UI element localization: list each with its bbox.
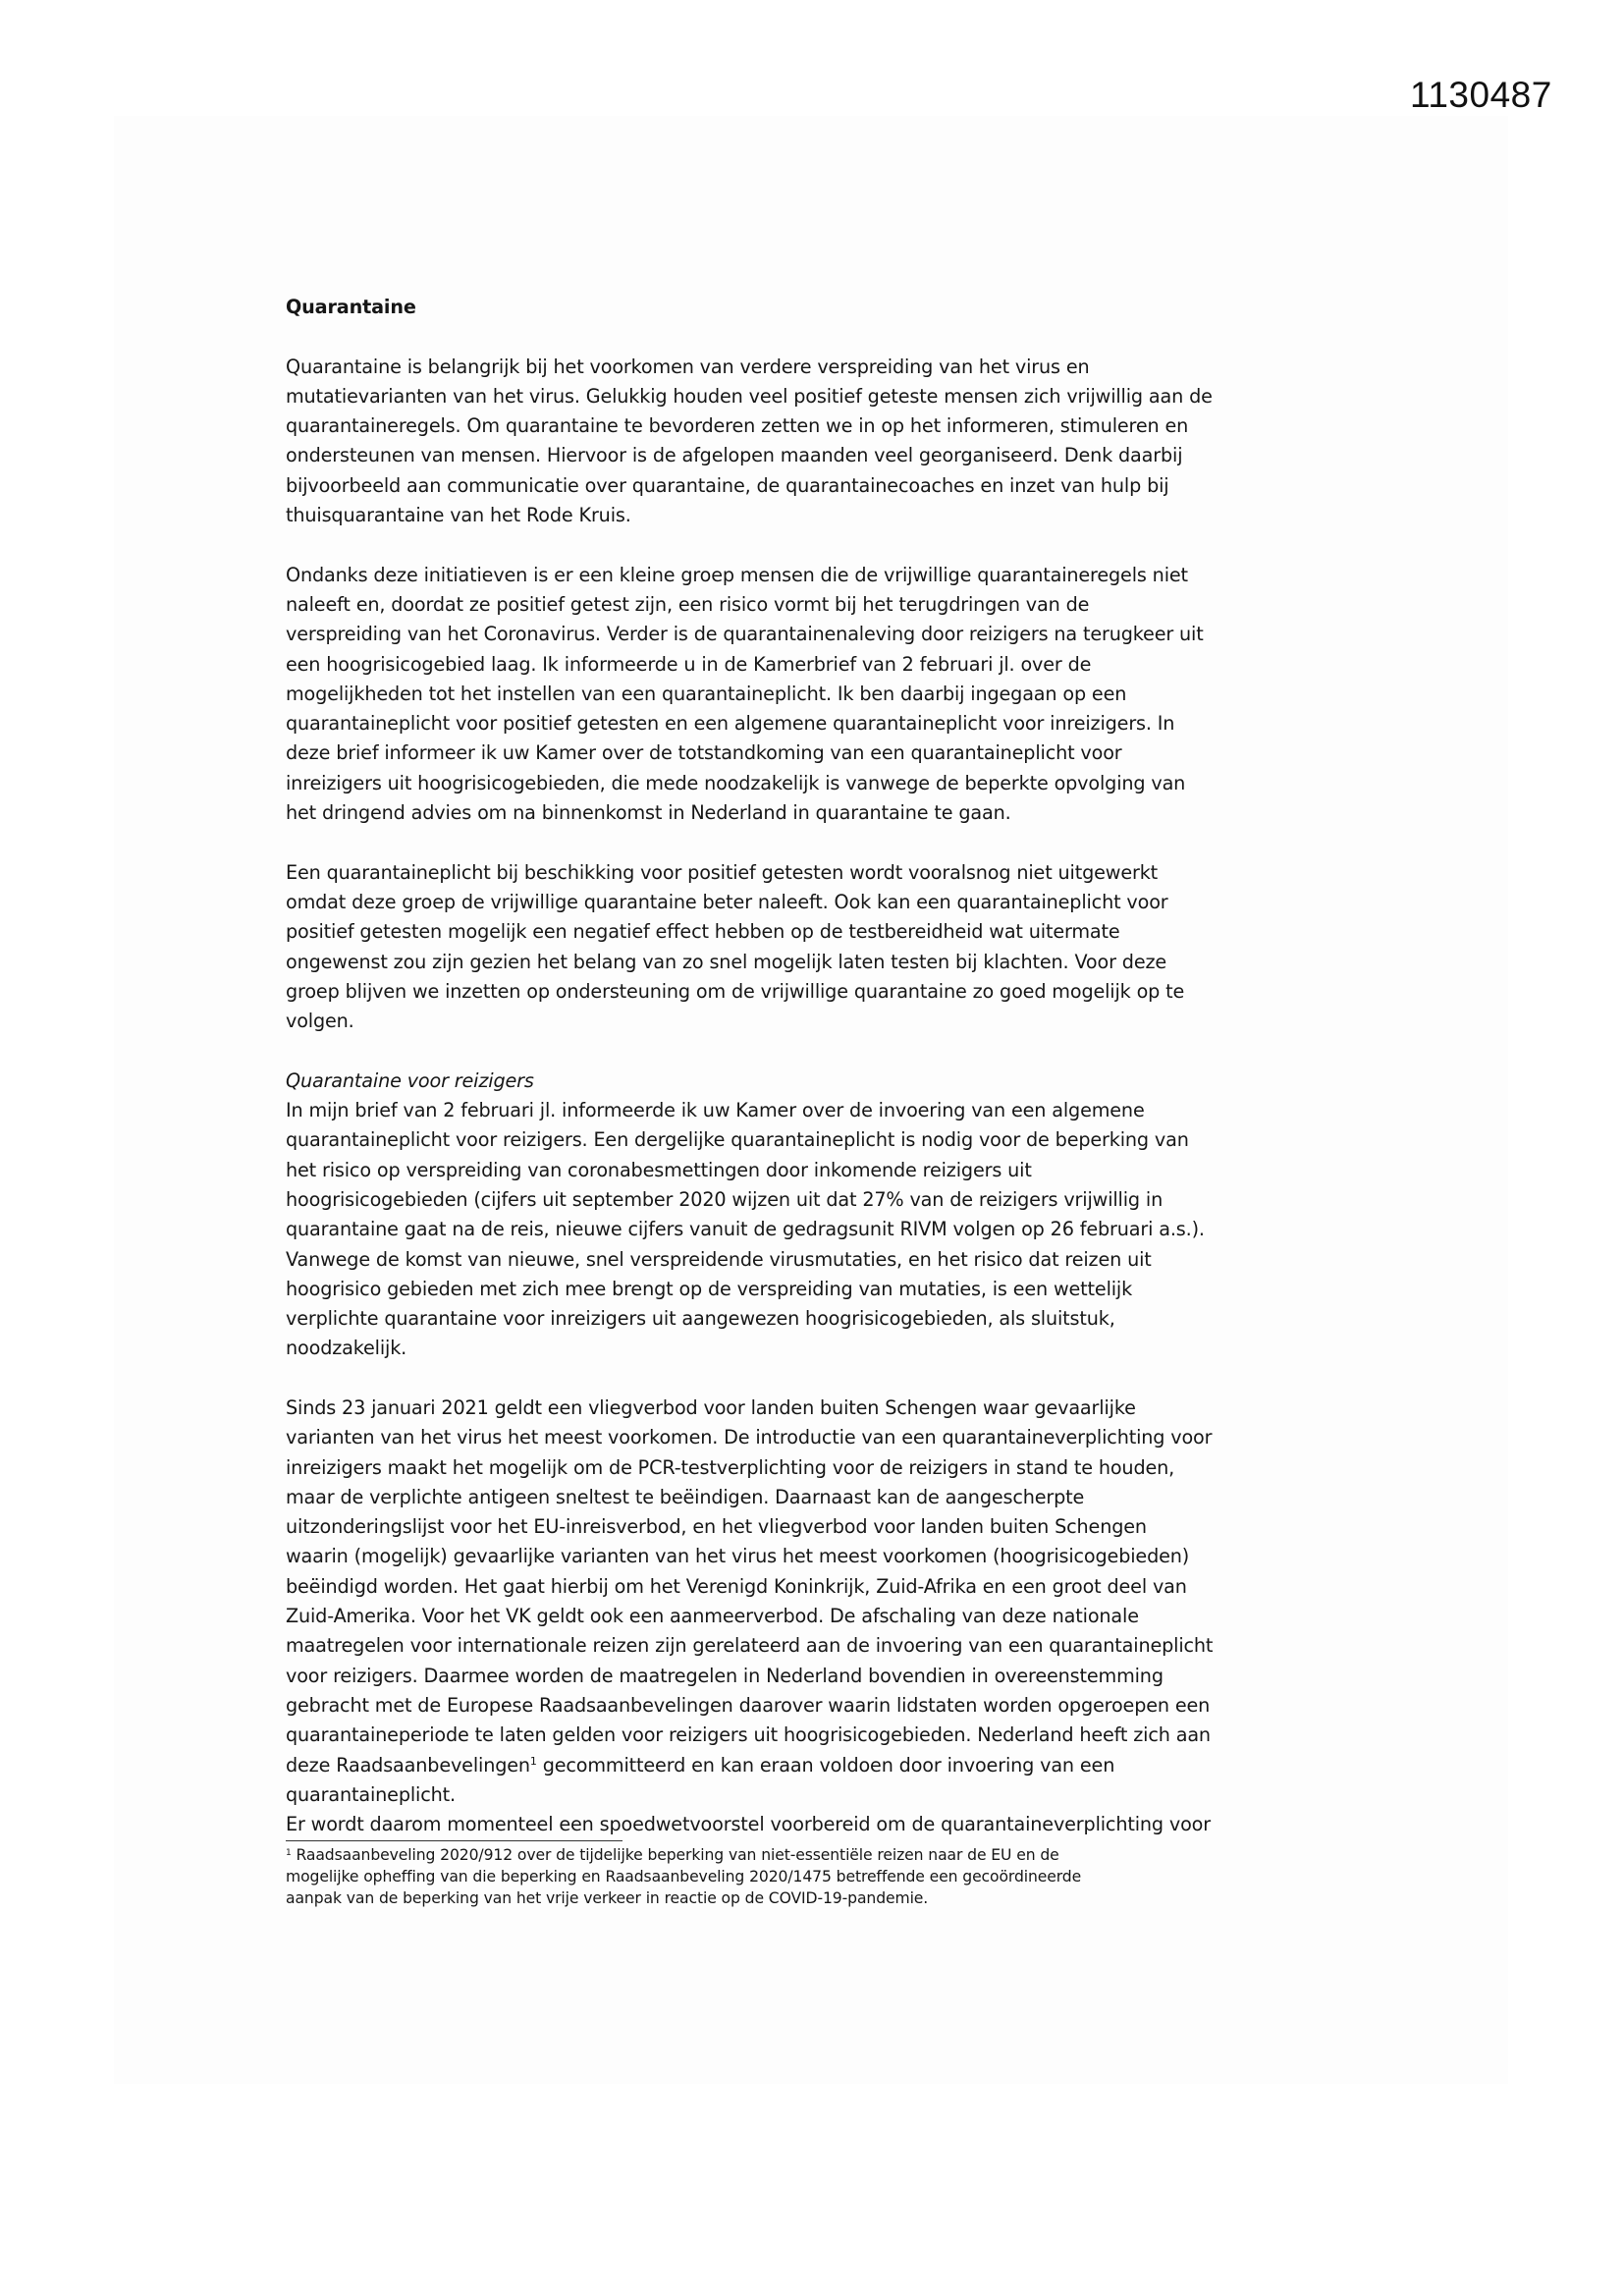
- text-line: mogelijkheden tot het instellen van een quarantaineplicht. Ik ben daarbij ingegaan op een: [286, 682, 1127, 705]
- text-line: naleeft en, doordat ze positief getest zijn, een risico vormt bij het terugdringen van de: [286, 592, 1090, 616]
- footnote-line: [286, 1844, 1385, 1866]
- text-line: verplichte quarantaine voor inreizigers uit aangewezen hoogrisicogebieden, als sluitstuk,: [286, 1307, 1115, 1331]
- text-line: maar de verplichte antigeen sneltest te beëindigen. Daarnaast kan de aangescherpte: [286, 1485, 1085, 1508]
- text-line: Een quarantaineplicht bij beschikking voor positief getesten wordt vooralsnog niet uitgewerkt: [286, 860, 1159, 884]
- text-line: ondersteunen van mensen. Hiervoor is de afgelopen maanden veel georganiseerd. Denk daarbij: [286, 444, 1183, 467]
- footnote-1: [286, 1844, 1385, 1910]
- text-line: waarin (mogelijk) gevaarlijke varianten van het virus het meest voorkomen (hoogrisicogebieden): [286, 1545, 1190, 1568]
- text-line: In mijn brief van 2 februari jl. informeerde ik uw Kamer over de invoering van een algemene: [286, 1099, 1145, 1122]
- text-line: quarantaineregels. Om quarantaine te bevorderen zetten we in op het informeren, stimuleren en: [286, 414, 1189, 438]
- footnote-reference[interactable]: 1: [529, 1754, 537, 1768]
- text-line: Zuid-Amerika. Voor het VK geldt ook een aanmeerverbod. De afschaling van deze nationale: [286, 1605, 1139, 1628]
- text-line: mutatievarianten van het virus. Gelukkig houden veel positief geteste mensen zich vrijwillig aan de: [286, 384, 1213, 408]
- text-line: quarantaineplicht voor reizigers. Een dergelijke quarantaineplicht is nodig voor de beperking van: [286, 1128, 1189, 1152]
- text-line: noodzakelijk.: [286, 1337, 407, 1360]
- footnote-line: aanpak van de beperking van het vrije verkeer in reactie op de COVID-19-pandemie.: [286, 1889, 929, 1908]
- text-line: deze brief informeer ik uw Kamer over de totstandkoming van een quarantaineplicht voor: [286, 741, 1122, 765]
- text-line: Sinds 23 januari 2021 geldt een vliegverbod voor landen buiten Schengen waar gevaarlijke: [286, 1395, 1136, 1419]
- text-line: positief getesten mogelijk een negatief effect hebben op de testbereidheid wat uitermate: [286, 920, 1120, 944]
- text-line: quarantaineplicht.: [286, 1782, 456, 1806]
- text-line: beëindigd worden. Het gaat hierbij om het Verenigd Koninkrijk, Zuid-Afrika en een groot deel van: [286, 1574, 1187, 1598]
- text-line: maatregelen voor internationale reizen zijn gerelateerd aan de invoering van een quarantaineplicht: [286, 1634, 1214, 1658]
- text-line: verspreiding van het Coronavirus. Verder is de quarantainenaleving door reizigers na terugkeer uit: [286, 623, 1204, 646]
- paragraph-1: [286, 353, 1385, 531]
- text-line: hoogrisicogebieden (cijfers uit september 2020 wijzen uit dat 27% van de reizigers vrijwillig in: [286, 1187, 1164, 1211]
- text-line: quarantaineplicht voor positief getesten en een algemene quarantaineplicht voor inreizigers. In: [286, 712, 1175, 736]
- text-line: quarantaineperiode te laten gelden voor reizigers uit hoogrisicogebieden. Nederland heeft zich aan: [286, 1723, 1211, 1747]
- text-line: inreizigers maakt het mogelijk om de PCR-testverplichting voor de reizigers in stand te houden,: [286, 1455, 1175, 1479]
- text-fragment: gecommitteerd en kan eraan voldoen door invoering van een: [536, 1753, 1115, 1777]
- text-fragment: Raadsaanbeveling 2020/912 over de tijdelijke beperking van niet-essentiële reizen naar de EU en de: [291, 1846, 1059, 1864]
- text-line: een hoogrisicogebied laag. Ik informeerde u in de Kamerbrief van 2 februari jl. over de: [286, 652, 1092, 676]
- text-line: ongewenst zou zijn gezien het belang van zo snel mogelijk laten testen bij klachten. Voor deze: [286, 950, 1167, 973]
- paragraph-3: [286, 858, 1385, 1037]
- text-line: Er wordt daarom momenteel een spoedwetvoorstel voorbereid om de quarantaineverplichting voor: [286, 1813, 1212, 1836]
- footnote-separator: [286, 1840, 623, 1841]
- text-line: bijvoorbeeld aan communicatie over quarantaine, de quarantainecoaches en inzet van hulp bij: [286, 473, 1169, 497]
- footnote-line: mogelijke opheffing van die beperking en Raadsaanbeveling 2020/1475 betreffende een gecoördineerde: [286, 1868, 1082, 1886]
- text-fragment: deze Raadsaanbevelingen: [286, 1753, 530, 1777]
- text-line-with-footnote: [286, 1751, 1385, 1780]
- text-line: gebracht met de Europese Raadsaanbevelingen daarover waarin lidstaten worden opgeroepen een: [286, 1693, 1211, 1717]
- text-line: Vanwege de komst van nieuwe, snel verspreidende virusmutaties, en het risico dat reizen uit: [286, 1247, 1152, 1271]
- text-line: inreizigers uit hoogrisicogebieden, die mede noodzakelijk is vanwege de beperkte opvolging van: [286, 771, 1186, 794]
- document-body: [286, 293, 1385, 1839]
- text-line: quarantaine gaat na de reis, nieuwe cijfers vanuit de gedragsunit RIVM volgen op 26 februari a.s.).: [286, 1218, 1205, 1241]
- paragraph-2: [286, 561, 1385, 829]
- subsection-heading: Quarantaine voor reizigers: [286, 1068, 534, 1092]
- section-heading: Quarantaine: [286, 296, 416, 318]
- text-line: het dringend advies om na binnenkomst in Nederland in quarantaine te gaan.: [286, 801, 1011, 825]
- text-line: omdat deze groep de vrijwillige quarantaine beter naleeft. Ook kan een quarantaineplicht voor: [286, 890, 1168, 913]
- text-line: uitzonderingslijst voor het EU-inreisverbod, en het vliegverbod voor landen buiten Schengen: [286, 1515, 1147, 1539]
- text-line: het risico op verspreiding van coronabesmettingen door inkomende reizigers uit: [286, 1158, 1032, 1181]
- text-line: varianten van het virus het meest voorkomen. De introductie van een quarantaineverplichting voor: [286, 1426, 1213, 1449]
- text-line: thuisquarantaine van het Rode Kruis.: [286, 504, 631, 527]
- document-number: 1130487: [1410, 75, 1552, 115]
- text-line: groep blijven we inzetten op ondersteuning om de vrijwillige quarantaine zo goed mogelijk op te: [286, 979, 1185, 1003]
- text-line: hoogrisico gebieden met zich mee brengt op de verspreiding van mutaties, is een wettelijk: [286, 1277, 1133, 1300]
- paragraph-5: [286, 1394, 1385, 1839]
- footnotes: [286, 1844, 1385, 1910]
- text-line: Ondanks deze initiatieven is er een kleine groep mensen die de vrijwillige quarantaineregels niet: [286, 563, 1188, 586]
- text-line: volgen.: [286, 1010, 354, 1033]
- paragraph-4: [286, 1066, 1385, 1364]
- footnote-marker: 1: [286, 1848, 292, 1858]
- text-line: Quarantaine is belangrijk bij het voorkomen van verdere verspreiding van het virus en: [286, 355, 1090, 378]
- text-line: voor reizigers. Daarmee worden de maatregelen in Nederland bovendien in overeenstemming: [286, 1664, 1164, 1687]
